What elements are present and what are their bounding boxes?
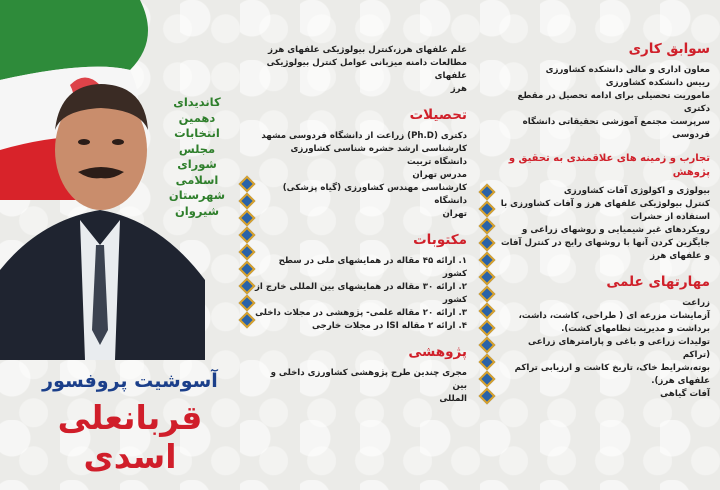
diamond-ornament-icon <box>479 269 496 286</box>
publication-line: ۱. ارائه ۴۵ مقاله در همایشهای ملی در سطح کشور <box>278 256 467 279</box>
intro-line: هرز <box>450 84 467 94</box>
diamond-ornament-icon <box>239 193 256 210</box>
candidate-title: آسوشیت پروفسور <box>42 370 218 392</box>
interests-heading: تجارب و زمینه های علاقمندی به تحقیق و پژوهش <box>508 153 710 178</box>
campaign-line: انتخابات <box>174 126 220 140</box>
education-line: کارشناسی ارشد حشره شناسی کشاورزی دانشگاه تربیت <box>290 144 467 167</box>
career-line: رییس دانشکده کشاورزی <box>605 78 710 88</box>
interest-line: و علفهای هرز <box>650 251 710 261</box>
diamond-ornament-icon <box>479 286 496 303</box>
diamond-ornament-icon <box>479 252 496 269</box>
publications-heading: مکتوبات <box>413 232 467 248</box>
ornament-column-right <box>476 186 498 407</box>
skills-heading: مهارتهای علمی <box>606 274 710 290</box>
right-column <box>500 40 710 411</box>
skill-line: آزمایشات مزرعه ای ( طراحی، کاشت، داشت، <box>518 311 710 321</box>
candidate-name: قربانعلی اسدی <box>57 398 203 476</box>
diamond-ornament-icon <box>239 278 256 295</box>
campaign-line: مجلس <box>178 141 216 156</box>
skills-section <box>500 273 710 401</box>
interest-line: رویکردهای غیر شیمیایی و روشهای زراعی و <box>522 225 710 235</box>
diamond-ornament-icon <box>239 312 256 329</box>
diamond-ornament-icon <box>239 295 256 312</box>
skill-line: علفهای هرز). <box>651 376 710 386</box>
diamond-ornament-icon <box>479 218 496 235</box>
career-line: معاون اداری و مالی دانشکده کشاورزی <box>545 65 710 75</box>
campaign-line: کاندیدای <box>173 95 221 109</box>
campaign-text <box>158 95 236 219</box>
career-section <box>500 40 710 142</box>
education-line: تهران <box>442 209 467 219</box>
publication-line: ۲. ارائه ۳۰ مقاله در همایشهای بین المللی خارج از کشور <box>254 282 467 305</box>
interest-line: کنترل بیولوژیکی علفهای هرز و آفات کشاورزی با <box>500 199 710 209</box>
skill-line: بوته،شرایط خاک، تاریخ کاشت و ارزیابی تراکم <box>514 363 710 373</box>
interest-line: بیولوژی و اکولوژی آفات کشاورزی <box>563 186 710 196</box>
publication-line: ۴. ارائه ۲ مقاله ISI در مجلات خارجی <box>311 321 467 331</box>
career-heading: سوابق کاری <box>628 41 710 57</box>
interest-line: استفاده از حشرات <box>630 212 710 222</box>
intro-line: مطالعات دامنه میزبانی عوامل کنترل بیولوژیکی علفهای <box>266 58 467 81</box>
campaign-line: اسلامی <box>175 172 219 187</box>
education-section <box>255 106 467 221</box>
diamond-ornament-icon <box>239 210 256 227</box>
diamond-ornament-icon <box>479 337 496 354</box>
career-line: فردوسی <box>672 130 710 140</box>
publication-line: ۳. ارائه ۲۰ مقاله علمی- پژوهشی در مجلات داخلی <box>255 308 467 318</box>
research-section <box>255 343 467 406</box>
research-heading: پژوهشی <box>408 344 467 360</box>
skill-line: تولیدات زراعی و باغی و پارامترهای زراعی (تراکم <box>528 337 710 360</box>
diamond-ornament-icon <box>479 303 496 320</box>
diamond-ornament-icon <box>239 244 256 261</box>
campaign-line: دهمین <box>178 110 216 125</box>
middle-column <box>255 44 467 416</box>
research-line: مجری چندین طرح پژوهشی کشاورزی داخلی و بین <box>270 368 467 391</box>
intro-block <box>255 44 467 96</box>
diamond-ornament-icon <box>239 261 256 278</box>
research-line: المللی <box>439 394 467 404</box>
intro-line: علم علفهای هرز،کنترل بیولوژیکی علفهای هرز <box>268 45 467 55</box>
campaign-line: شهرستان <box>168 188 226 202</box>
diamond-ornament-icon <box>479 184 496 201</box>
campaign-line: شیروان <box>174 203 220 218</box>
diamond-ornament-icon <box>239 227 256 244</box>
campaign-line: شورای <box>177 157 217 171</box>
diamond-ornament-icon <box>239 176 256 193</box>
career-line: دکتری <box>683 104 710 114</box>
career-line: ماموریت تحصیلی برای ادامه تحصیل در مقطع <box>517 91 710 101</box>
career-line: سرپرست مجتمع آموزشی تحقیقاتی دانشگاه <box>522 117 710 127</box>
education-line: کارشناسی مهندس کشاورزی (گیاه پزشکی) دانشگاه <box>282 183 467 206</box>
diamond-ornament-icon <box>479 201 496 218</box>
diamond-ornament-icon <box>479 235 496 252</box>
skill-line: برداشت و مدیریت نظامهای کشت). <box>561 324 710 334</box>
diamond-ornament-icon <box>479 320 496 337</box>
diamond-ornament-icon <box>479 388 496 405</box>
education-line: مدرس تهران <box>412 170 467 180</box>
diamond-ornament-icon <box>479 354 496 371</box>
skill-line: آفات گیاهی <box>660 389 710 399</box>
skill-line: زراعت <box>682 298 710 308</box>
diamond-ornament-icon <box>479 371 496 388</box>
education-line: دکتری (Ph.D) زراعت از دانشگاه فردوسی مشهد <box>261 131 467 141</box>
education-heading: تحصیلات <box>409 107 467 123</box>
interest-line: جایگزین کردن آنها با روشهای رایج در کنترل آفات <box>501 238 710 248</box>
interests-section <box>500 152 710 263</box>
publications-section <box>255 231 467 333</box>
